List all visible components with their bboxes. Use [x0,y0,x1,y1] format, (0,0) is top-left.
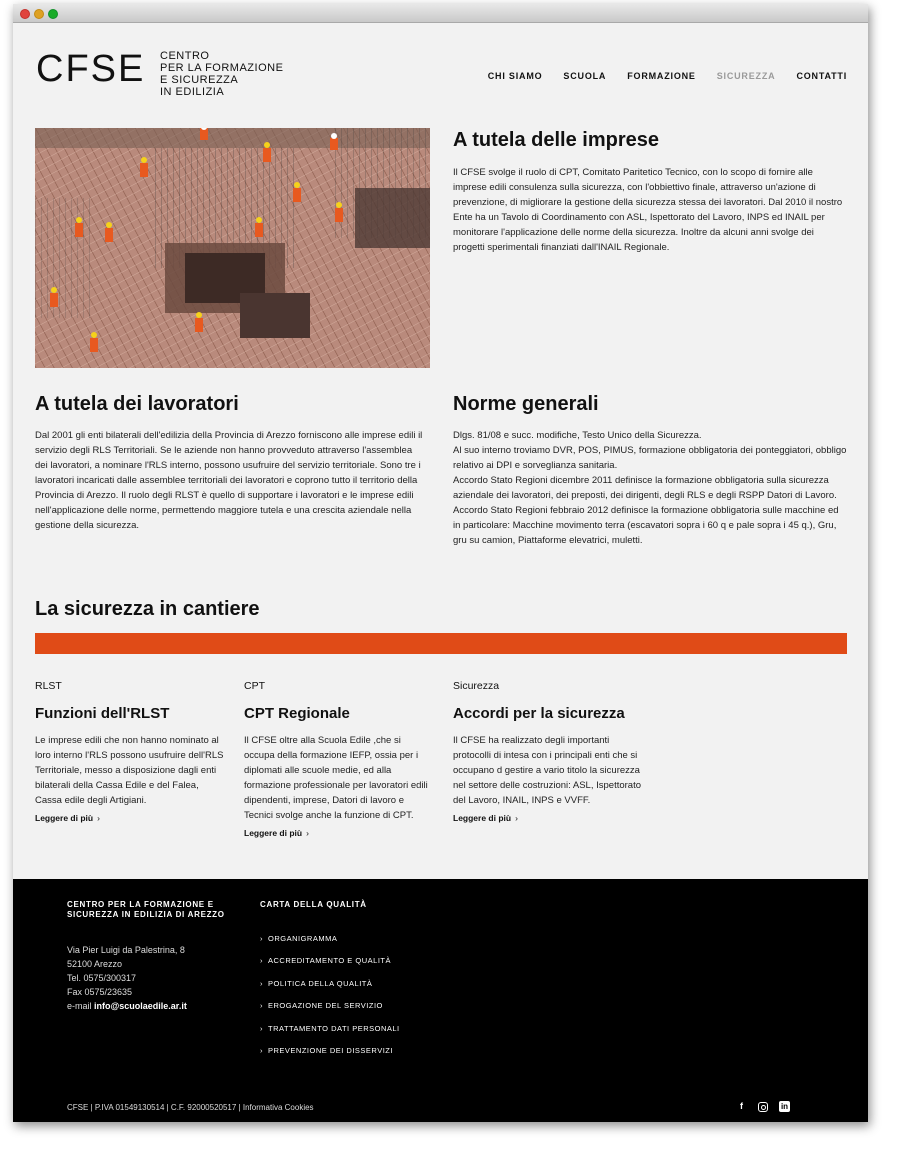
chevron-right-icon: › [97,813,100,823]
logo-text[interactable] [160,50,283,98]
norme-title: Norme generali [453,393,599,415]
column-text: Il CFSE ha realizzato degli importanti protocolli di intesa con i principali enti che si occupano d gestire a vario titolo la sicurezza nel settore delle costruzioni: ASL, Ispettorato del Lavoro, INAIL, INPS e VVFF. [453,735,641,806]
nav-item-scuola[interactable]: SCUOLA [563,71,607,81]
minimize-window-button[interactable] [34,9,44,19]
footer-link[interactable] [260,979,400,1001]
nav-item-chi-siamo[interactable]: CHI SIAMO [487,71,543,81]
column-title: Funzioni dell'RLST [35,705,170,722]
chevron-right-icon: › [260,956,263,966]
main-nav [488,71,847,81]
quality-title: CARTA DELLA QUALITÀ [260,900,367,909]
footer-link-label: PREVENZIONE DEI DISSERVIZI [268,1045,393,1055]
lavoratori-text: Dal 2001 gli enti bilaterali dell'edilizia della Provincia di Arezzo forniscono alle imprese edili il servizio degli RLS Territoriali. Se le aziende non hanno provveduto attraverso l'assemblea dei lavoratori, a nominare l'RLS interno, possono usufruire del servizio territoriale. Sono tre i lavoratori incaricati dalle assemblee territoriali dei lavoratori e coprono tutto il territorio della Provincia di Arezzo. Il ruolo degli RLST è quello di supportare i lavoratori e le imprese edili nell'applicazione delle norme, permettendo maggiore tutela e una crescita aziendale nella gestione della sicurezza. [35,430,423,531]
site-footer [13,879,868,1122]
norme-line: Al suo interno troviamo DVR, POS, PIMUS, formazione obbligatoria dei ponteggiatori, obbligo relativo ai DPI e sorveglianza sanitaria. [453,445,847,471]
column-text: Il CFSE oltre alla Scuola Edile ,che si occupa della formazione IEFP, ossia per i diplomati alle scuole medie, ed alla formazione professionale per lavoratori edili dipendenti, imprese, Datori di lavoro e Tecnici svolge anche la funzione di CPT. [244,735,428,821]
footer-link-label: EROGAZIONE DEL SERVIZIO [268,1001,383,1011]
nav-item-formazione[interactable]: FORMAZIONE [627,71,696,81]
column-kicker: Sicurezza [453,680,500,692]
quality-links [260,934,400,1068]
footer-link[interactable] [260,1046,400,1068]
accent-bar [35,633,847,654]
cantiere-title: La sicurezza in cantiere [35,598,260,620]
chevron-right-icon: › [260,1023,263,1033]
read-more-link[interactable] [35,813,100,823]
imprese-title: A tutela delle imprese [453,129,659,151]
nav-item-contatti[interactable]: CONTATTI [796,71,847,81]
close-window-button[interactable] [20,9,30,19]
column-kicker: RLST [35,680,62,692]
email-label: e-mail [67,1001,95,1011]
address-line: Via Pier Luigi da Palestrina, 8 [67,945,185,955]
lavoratori-title: A tutela dei lavoratori [35,393,239,415]
footer-link[interactable] [260,1024,400,1046]
logo-line: CENTRO [160,50,210,62]
footer-link-label: ORGANIGRAMMA [268,934,338,943]
norme-line: Dlgs. 81/08 e succ. modifiche, Testo Unico della Sicurezza. [453,430,702,441]
email-link[interactable]: info@scuolaedile.ar.it [94,1001,187,1011]
footer-link[interactable] [260,1001,400,1023]
column-sicurezza [453,680,643,826]
norme-text [453,428,848,548]
chevron-right-icon: › [515,813,518,823]
read-more-link[interactable] [244,828,309,838]
imprese-text: Il CFSE svolge il ruolo di CPT, Comitato Paritetico Tecnico, con lo scopo di fornire alle imprese edili consulenza sulla sicurezza, con l'obbiettivo finale, attraverso un'azione di prevenzione, di migliorare la gestione della sicurezza stessa dei lavoratori. Dal 2010 il nostro Ente ha un Tavolo di Coordinamento con ASL, Ispettorato del Lavoro, INPS ed INAIL per monitorare l'applicazione delle norme della sicurezza. Inoltre da alcuni anni svolge dei progetti sperimentali finanziati dall'INAIL Regionale. [453,167,843,253]
column-text: Le imprese edili che non hanno nominato al loro interno l'RLS possono usufruire dell'RLS Territoriale, messo a disposizione dagli enti bilaterali della Cassa Edile e del Falea, Cassa edile degli Artigiani. [35,735,224,806]
footer-legal: CFSE | P.IVA 01549130514 | C.F. 92000520517 | Informativa Cookies [67,1103,314,1112]
address-line: 52100 Arezzo [67,959,123,969]
chevron-right-icon: › [260,934,263,943]
column-title: Accordi per la sicurezza [453,705,625,722]
footer-link[interactable] [260,934,400,956]
browser-window [13,4,868,1122]
nav-item-sicurezza[interactable]: SICUREZZA [716,71,776,81]
footer-link-label: TRATTAMENTO DATI PERSONALI [268,1023,400,1033]
footer-org-title: CENTRO PER LA FORMAZIONE E SICUREZZA IN EDILIZIA DI AREZZO [67,900,225,919]
chevron-right-icon: › [260,1001,263,1011]
logo-line: E SICUREZZA [160,74,239,86]
footer-link-label: ACCREDITAMENTO E QUALITÀ [268,956,391,966]
logo-line: PER LA FORMAZIONE [160,62,284,74]
address-line: Fax 0575/23635 [67,987,133,997]
logo-mark[interactable]: CFSE [36,48,146,90]
footer-link[interactable] [260,956,400,978]
read-more-label: Leggere di più [244,828,303,838]
read-more-label: Leggere di più [35,813,94,823]
footer-address [67,943,187,1013]
email-line [67,999,187,1013]
web-page [13,23,868,1122]
facebook-icon[interactable]: f [740,1101,743,1111]
column-title: CPT Regionale [244,705,350,722]
read-more-link[interactable] [453,813,518,823]
social-links [736,1101,790,1112]
read-more-label: Leggere di più [453,813,512,823]
norme-line: Accordo Stato Regioni dicembre 2011 definisce la formazione obbligatoria sulla sicurezza aziendale dei lavoratori, dei preposti, dei dirigenti, degli RLS e degli RSPP Datori di Lavoro. [453,475,837,501]
instagram-icon[interactable] [758,1102,768,1112]
maximize-window-button[interactable] [48,9,58,19]
window-titlebar [13,4,868,23]
linkedin-icon[interactable]: in [780,1102,789,1111]
footer-link-label: POLITICA DELLA QUALITÀ [268,978,373,988]
chevron-right-icon: › [260,978,263,988]
logo-line: IN EDILIZIA [160,86,225,98]
norme-line: Accordo Stato Regioni febbraio 2012 definisce la formazione obbligatoria sulle macchine ed in particolare: Macchine movimento terra (escavatori sopra i 60 q e pale sopra i 45 q.), Gru, gru su camion, Piattaforme elevatrici, muletti. [453,505,839,546]
construction-site-photo [35,128,430,368]
address-line: Tel. 0575/300317 [67,973,137,983]
column-rlst [35,680,225,826]
chevron-right-icon: › [306,828,309,838]
chevron-right-icon: › [260,1045,263,1055]
column-cpt [244,680,434,841]
column-kicker: CPT [244,680,265,692]
